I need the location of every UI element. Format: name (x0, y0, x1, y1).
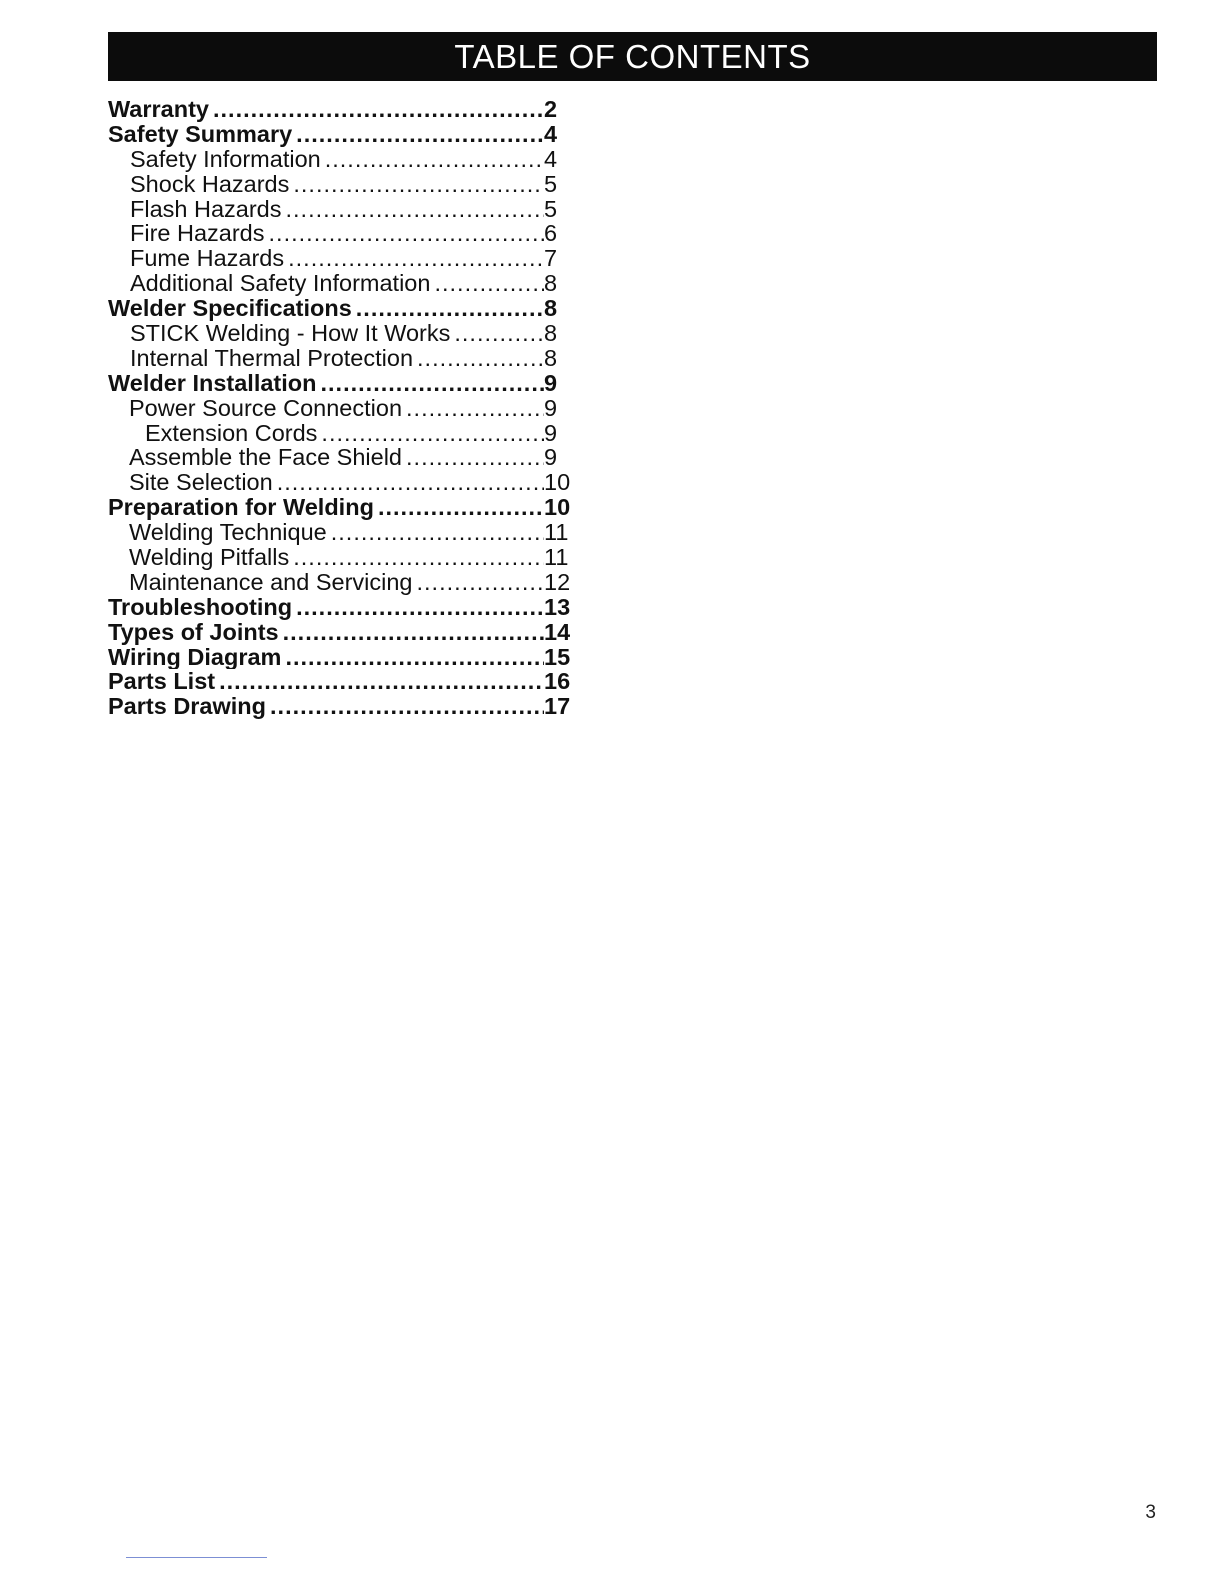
toc-entry[interactable] (108, 97, 570, 122)
toc-entry-label: Internal Thermal Protection (130, 345, 414, 371)
dot-leader (378, 495, 544, 520)
dot-leader (321, 371, 545, 396)
toc-entry[interactable] (108, 371, 570, 396)
dot-leader (288, 246, 544, 271)
toc-entry-page: 10 (544, 470, 570, 496)
toc-entry-page: 7 (544, 246, 558, 272)
dot-leader (356, 296, 544, 321)
toc-entry-page: 11 (544, 520, 569, 546)
toc-entry-label: Wiring Diagram (108, 644, 282, 670)
toc-entry[interactable] (108, 197, 570, 222)
toc-entry-label: Troubleshooting (108, 594, 293, 620)
dot-leader (293, 172, 544, 197)
toc-entry[interactable] (108, 396, 570, 421)
toc-entry-page: 9 (544, 445, 558, 471)
toc-entry-label: Welding Pitfalls (129, 545, 290, 570)
toc-entry-page: 9 (544, 420, 558, 446)
toc-entry[interactable] (108, 221, 570, 246)
dot-leader (325, 147, 544, 172)
toc-entry[interactable] (108, 321, 570, 346)
dot-leader (283, 620, 544, 645)
toc-entry[interactable] (108, 147, 570, 172)
toc-entry-label: Safety Information (130, 146, 321, 172)
toc-entry-label: Welder Installation (108, 370, 317, 396)
toc-entry[interactable] (108, 346, 570, 371)
table-of-contents (108, 97, 570, 719)
dot-leader (219, 669, 544, 694)
toc-entry-page: 6 (544, 221, 558, 247)
footer-divider (126, 1557, 267, 1558)
toc-entry-label: Welding Technique (129, 520, 327, 546)
toc-entry-page: 16 (544, 669, 570, 695)
toc-entry[interactable] (108, 520, 570, 545)
toc-entry-page: 5 (544, 196, 558, 222)
dot-leader (454, 321, 544, 346)
toc-entry[interactable] (108, 495, 570, 520)
toc-entry-label: Extension Cords (145, 420, 318, 446)
toc-entry[interactable] (108, 445, 570, 470)
toc-entry-page: 8 (544, 271, 558, 297)
toc-entry[interactable] (108, 296, 570, 321)
toc-entry-label: Warranty (108, 97, 209, 122)
toc-entry-page: 10 (544, 495, 570, 521)
toc-entry[interactable] (108, 595, 570, 620)
toc-entry-page: 4 (544, 121, 558, 147)
toc-entry[interactable] (108, 122, 570, 147)
toc-entry-label: Site Selection (129, 470, 273, 496)
toc-entry-page: 11 (544, 545, 569, 570)
toc-entry-label: Parts Drawing (108, 694, 267, 720)
toc-entry-label: Fire Hazards (130, 221, 265, 247)
toc-entry-label: Assemble the Face Shield (129, 445, 403, 471)
dot-leader (416, 570, 544, 595)
toc-entry[interactable] (108, 246, 570, 271)
toc-entry-page: 15 (544, 644, 570, 670)
toc-entry[interactable] (108, 694, 570, 719)
toc-entry-label: Welder Specifications (108, 296, 352, 322)
toc-entry-label: Fume Hazards (130, 246, 285, 272)
toc-entry[interactable] (108, 271, 570, 296)
page-title: TABLE OF CONTENTS (108, 32, 1157, 81)
dot-leader (270, 694, 544, 719)
toc-entry-page: 8 (544, 321, 558, 346)
page-number: 3 (1145, 1502, 1156, 1523)
dot-leader (293, 545, 544, 570)
toc-entry[interactable] (108, 570, 570, 595)
toc-entry[interactable] (108, 421, 570, 446)
toc-entry-label: Power Source Connection (129, 395, 403, 421)
dot-leader (417, 346, 544, 371)
toc-entry-label: Additional Safety Information (130, 271, 431, 297)
dot-leader (269, 221, 544, 246)
toc-entry[interactable] (108, 620, 570, 645)
toc-entry-label: Types of Joints (108, 619, 279, 645)
toc-entry-page: 4 (544, 146, 558, 172)
toc-entry-page: 8 (544, 296, 558, 322)
toc-entry[interactable] (108, 172, 570, 197)
toc-entry[interactable] (108, 669, 570, 694)
toc-entry-label: STICK Welding - How It Works (130, 321, 451, 346)
dot-leader (406, 396, 544, 421)
toc-entry-label: Safety Summary (108, 121, 293, 147)
toc-entry[interactable] (108, 545, 570, 570)
toc-entry-page: 5 (544, 171, 558, 197)
dot-leader (296, 122, 544, 147)
dot-leader (213, 97, 544, 122)
toc-entry-page: 17 (544, 694, 570, 720)
toc-entry-page: 9 (544, 395, 558, 421)
toc-entry[interactable] (108, 645, 570, 670)
dot-leader (331, 520, 544, 545)
dot-leader (321, 421, 544, 446)
dot-leader (296, 595, 544, 620)
toc-entry-label: Shock Hazards (130, 171, 290, 197)
toc-entry-label: Maintenance and Servicing (129, 569, 413, 595)
dot-leader (406, 445, 544, 470)
dot-leader (286, 197, 545, 222)
toc-entry-page: 2 (544, 97, 558, 122)
toc-entry-label: Preparation for Welding (108, 495, 374, 521)
toc-entry-label: Flash Hazards (130, 196, 282, 222)
toc-entry-page: 13 (544, 594, 570, 620)
toc-entry[interactable] (108, 470, 570, 495)
toc-entry-page: 8 (544, 345, 558, 371)
toc-entry-page: 12 (544, 569, 570, 595)
dot-leader (277, 470, 544, 495)
toc-entry-page: 9 (544, 370, 558, 396)
dot-leader (285, 645, 544, 670)
toc-entry-label: Parts List (108, 669, 216, 695)
toc-entry-page: 14 (544, 619, 570, 645)
dot-leader (434, 271, 544, 296)
